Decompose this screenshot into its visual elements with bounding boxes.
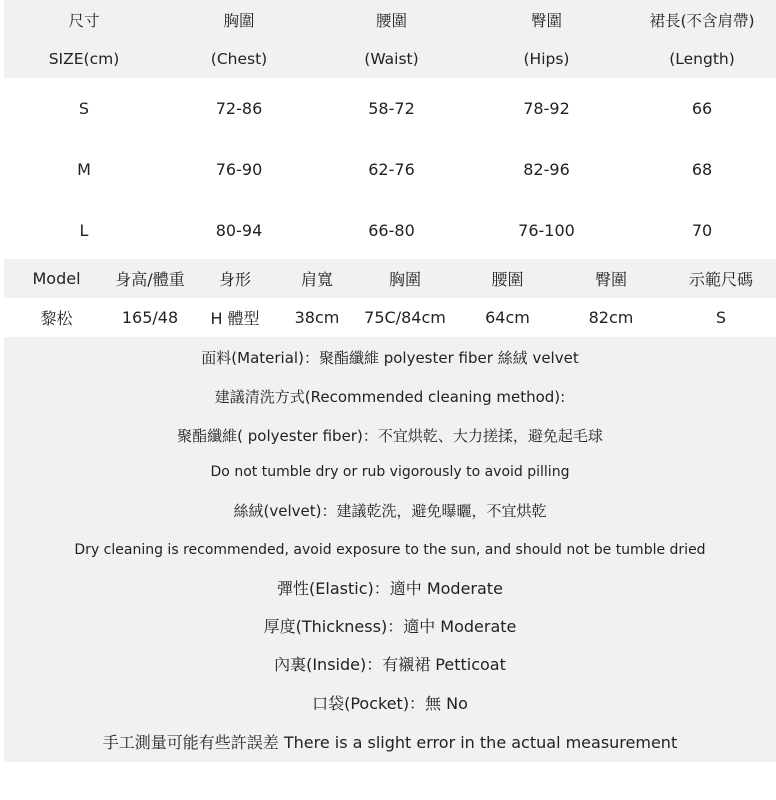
header-length-en: (Length) [669,49,735,68]
velvet-care-en: Dry cleaning is recommended, avoid exposure to the sun, and should not be tumble dried [74,542,706,558]
pocket-note: 口袋(Pocket)：無 No [312,694,468,713]
cleaning-title: 建議清洗方式(Recommended cleaning method): [214,388,566,406]
size-header-row-en [4,39,776,78]
model-body-shape: H 體型 [210,309,260,328]
header-model: Model [32,269,81,288]
model-chest: 75C/84cm [364,308,446,327]
header-chest: 胸圍 [388,270,421,289]
table-row [4,78,776,139]
material-note: 面料(Material)：聚酯纖維 polyester fiber 絲絨 velvet [201,349,579,367]
size-header-row-zh [4,0,776,39]
thickness-note: 厚度(Thickness)：適中 Moderate [263,617,517,636]
waist-value: 58-72 [368,99,415,118]
inside-note: 內裏(Inside)：有襯裙 Petticoat [274,655,506,674]
model-name: 黎松 [40,309,73,328]
header-shoulder: 肩寬 [300,270,333,289]
header-hips-zh: 臀圍 [530,11,562,30]
polyester-care-zh: 聚酯纖維( polyester fiber)：不宜烘乾、大力搓揉，避免起毛球 [177,427,603,445]
velvet-care-zh: 絲絨(velvet)：建議乾洗，避免曝曬，不宜烘乾 [233,502,547,520]
length-value: 68 [691,160,713,179]
waist-value: 62-76 [368,160,415,179]
size-table-body [4,78,776,261]
hips-value: 78-92 [523,99,570,118]
model-demo-size: S [715,308,727,327]
table-row [4,200,776,261]
hips-value: 82-96 [523,160,570,179]
chest-value: 72-86 [215,99,263,118]
size-label: M [77,160,91,179]
size-label: L [79,221,89,240]
header-chest-en: (Chest) [210,49,268,68]
size-label: S [78,99,90,118]
polyester-care-en: Do not tumble dry or rub vigorously to avoid pilling [210,464,570,480]
size-table-header [4,0,776,78]
header-hips-en: (Hips) [523,49,570,68]
chest-value: 80-94 [215,221,263,240]
header-height-weight: 身高/體重 [115,270,185,289]
length-value: 70 [691,221,713,240]
model-table-row [4,298,776,337]
model-waist: 64cm [485,308,530,327]
model-hips: 82cm [588,308,634,327]
table-row [4,139,776,200]
header-size-zh: 尺寸 [68,11,100,30]
length-value: 66 [691,99,713,118]
header-waist-en: (Waist) [364,49,419,68]
header-demo-size: 示範尺碼 [688,270,753,289]
header-chest-zh: 胸圍 [223,11,255,30]
header-waist-zh: 腰圍 [375,11,407,30]
elastic-note: 彈性(Elastic)：適中 Moderate [277,579,503,598]
header-hips: 臀圍 [594,270,627,289]
waist-value: 66-80 [368,221,415,240]
header-body-shape: 身形 [218,270,251,289]
model-height-weight: 165/48 [121,308,179,327]
header-size-en: SIZE(cm) [48,49,120,68]
product-notes [4,337,776,762]
model-table-header [4,259,776,298]
chest-value: 76-90 [215,160,263,179]
model-shoulder: 38cm [294,308,340,327]
measurement-error-note: 手工測量可能有些許誤差 There is a slight error in the actual measurement [102,733,678,752]
hips-value: 76-100 [518,221,575,240]
header-waist: 腰圍 [491,270,524,289]
header-length-zh: 裙長(不含肩帶) [649,11,755,30]
